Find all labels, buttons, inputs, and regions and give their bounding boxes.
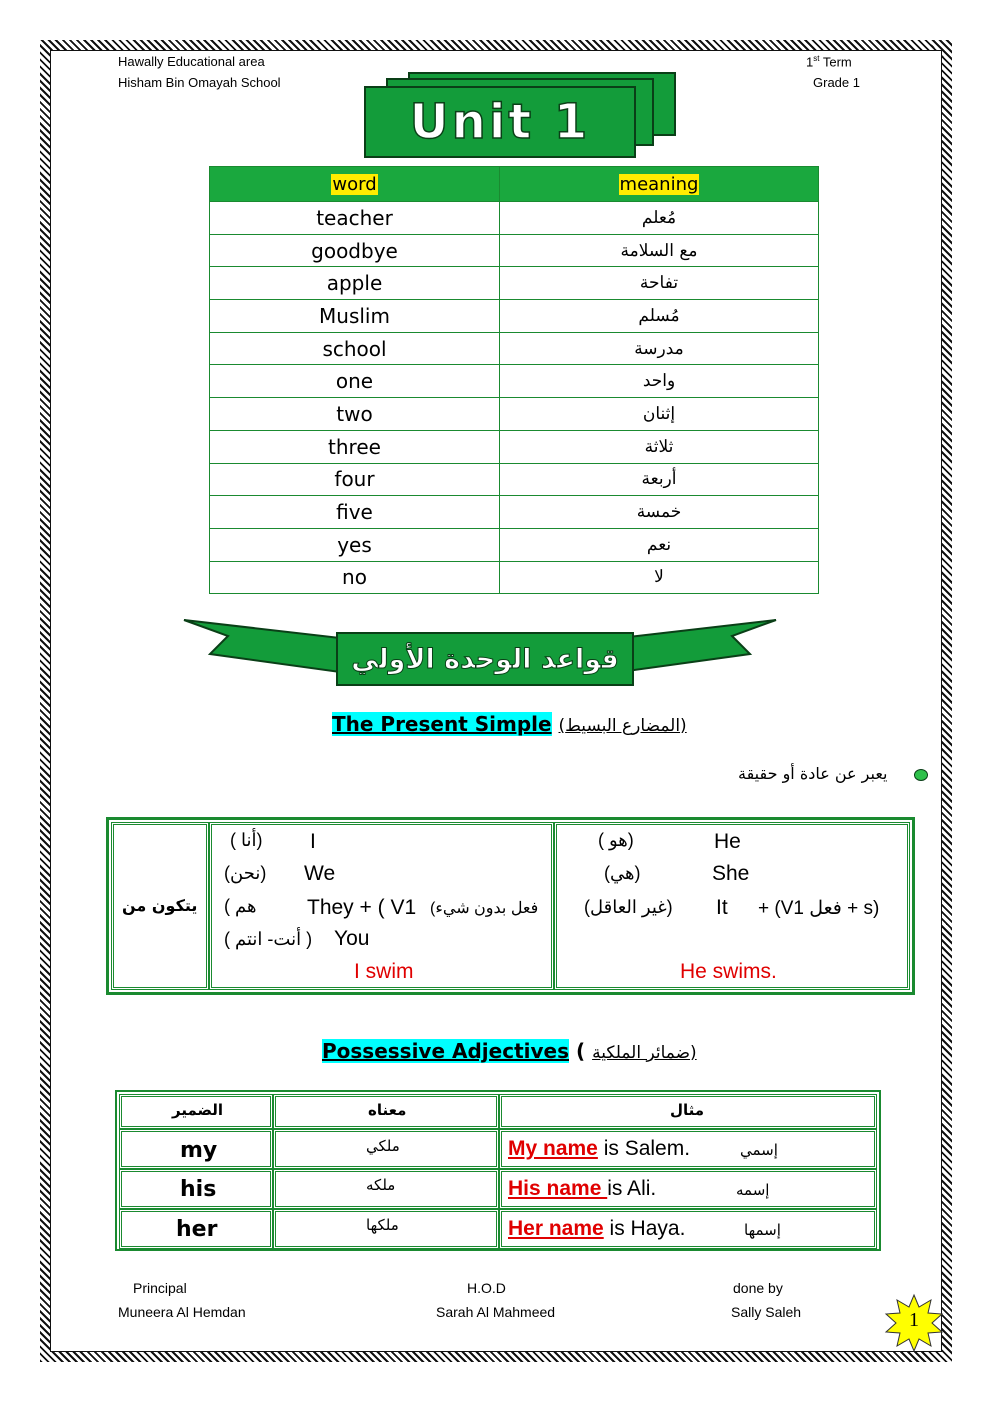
pa-example-his-ar: إسمه — [736, 1181, 770, 1199]
page-number: 1 — [909, 1309, 919, 1331]
pa-example-her-ar: إسمها — [744, 1221, 781, 1239]
header-grade: Grade 1 — [813, 75, 860, 90]
pa-col-example: مثال — [670, 1101, 705, 1119]
footer-done-title: done by — [733, 1280, 783, 1296]
pa-example-my: My name is Salem. — [508, 1137, 691, 1160]
pronoun-he-ar: ( هو) — [598, 830, 634, 850]
unit-title: Unit 1 — [409, 94, 591, 150]
present-simple-title-ar: (المضارع البسيط) — [558, 716, 687, 736]
footer-principal-title: Principal — [133, 1280, 187, 1296]
pronoun-they-ar: ( هم — [224, 896, 257, 916]
header-term — [806, 54, 852, 69]
grammar-banner-text: قواعد الوحدة الأولي — [351, 643, 619, 675]
table-row: apple تفاحة — [210, 267, 819, 300]
table-row: Muslim مُسلم — [210, 300, 819, 333]
pa-example-his: His name is Ali. — [508, 1177, 657, 1200]
pa-example-her: Her name is Haya. — [508, 1217, 686, 1240]
table-row: no لا — [210, 561, 819, 594]
example-he-swims: He swims. — [680, 960, 777, 983]
present-simple-heading — [332, 712, 687, 736]
footer-hod-name: Sarah Al Mahmeed — [436, 1304, 556, 1320]
table-row: school مدرسة — [210, 332, 819, 365]
table-row: goodbye مع السلامة — [210, 234, 819, 267]
vocab-col-meaning: meaning — [500, 167, 819, 202]
pronoun-it: It — [716, 896, 728, 919]
footer-done-name: Sally Saleh — [731, 1304, 802, 1320]
table-row: four أربعة — [210, 463, 819, 496]
pa-meaning-her: ملكها — [366, 1216, 399, 1234]
possessive-paren: ( — [569, 1039, 593, 1063]
rule-with-s: + (V1 فعل + s) — [758, 898, 880, 919]
pronoun-we: We — [304, 862, 336, 885]
pronoun-it-ar: (غير العاقل) — [584, 897, 673, 917]
table-row: yes نعم — [210, 528, 819, 561]
possessive-title: Possessive Adjectives — [322, 1039, 569, 1063]
pa-word-my: my — [180, 1138, 218, 1163]
rule-no-s: فعل بدون شيء) — [430, 900, 539, 917]
pronoun-i-ar: ( أنا) — [230, 830, 263, 850]
pronoun-she: She — [712, 862, 750, 885]
pa-word-his: his — [180, 1177, 217, 1202]
pa-word-her: her — [176, 1217, 218, 1242]
pronoun-i: I — [310, 830, 316, 853]
unit-banner — [364, 86, 636, 158]
footer-hod-title: H.O.D — [467, 1280, 506, 1296]
present-simple-note: يعبر عن عادة أو حقيقة — [738, 764, 888, 783]
table-row: teacher مُعلم — [210, 202, 819, 235]
possessive-title-ar: ضمائر الملكية) — [592, 1043, 697, 1063]
pa-col-pronoun: الضمير — [172, 1101, 224, 1119]
pa-meaning-his: ملكه — [366, 1176, 396, 1194]
consists-of-label: يتكون من — [122, 896, 198, 915]
pronoun-he: He — [714, 830, 741, 853]
vocab-header-row — [210, 167, 819, 202]
pa-meaning-my: ملكي — [366, 1137, 400, 1155]
pronoun-they: They + ( V1 — [307, 896, 417, 919]
vocab-col-word: word — [210, 167, 500, 202]
grammar-banner — [336, 632, 634, 686]
present-simple-title: The Present Simple — [332, 712, 552, 736]
pronoun-she-ar: (هي) — [604, 863, 641, 883]
table-row: one واحد — [210, 365, 819, 398]
footer-principal-name: Muneera Al Hemdan — [118, 1304, 246, 1320]
table-row: two إثنان — [210, 398, 819, 431]
pronoun-we-ar: (نحن) — [224, 863, 267, 883]
term-suffix: st — [813, 54, 820, 63]
bullet-icon — [914, 769, 928, 781]
header-area: Hawally Educational area — [118, 54, 265, 69]
pa-col-meaning: معناه — [368, 1101, 407, 1119]
pronoun-you: You — [334, 927, 370, 950]
pronoun-you-ar: ( أنت- انتم ) — [224, 929, 313, 949]
example-i-swim: I swim — [354, 960, 414, 983]
term-word: Term — [822, 54, 852, 70]
possessive-heading — [322, 1039, 697, 1063]
header-school: Hisham Bin Omayah School — [118, 75, 281, 90]
table-row: three ثلاثة — [210, 430, 819, 463]
vocab-table — [209, 166, 819, 594]
term-number: 1 — [806, 54, 814, 70]
table-row: five خمسة — [210, 496, 819, 529]
pa-example-my-ar: إسمي — [740, 1141, 778, 1159]
